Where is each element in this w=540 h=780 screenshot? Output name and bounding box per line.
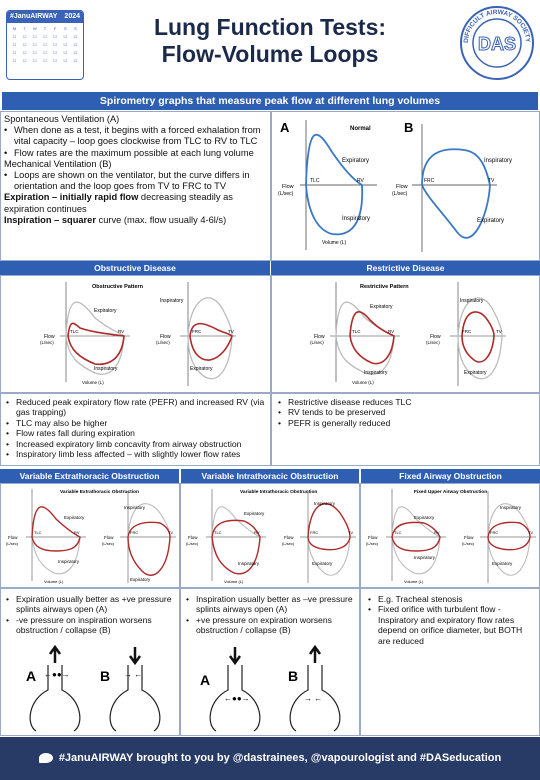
- svg-text:Flow: Flow: [284, 535, 294, 540]
- svg-text:Volume (L): Volume (L): [322, 240, 347, 246]
- page-title: Lung Function Tests: Flow-Volume Loops: [153, 14, 387, 67]
- svg-text:Flow: Flow: [8, 535, 18, 540]
- restrictive-points: • Restrictive disease reduces TLC • RV tends to be preserved • PEFR is generally reduced: [278, 397, 536, 428]
- svg-text:Inspiratory: Inspiratory: [94, 366, 118, 372]
- svg-text:Expiratory: Expiratory: [370, 304, 393, 310]
- svg-text:Inspiratory: Inspiratory: [342, 216, 371, 222]
- svg-text:(L/sec): (L/sec): [278, 191, 294, 197]
- svg-text:B: B: [100, 668, 111, 684]
- svg-text:DIFFICULT AIRWAY SOCIETY: DIFFICULT AIRWAY SOCIETY: [462, 8, 532, 44]
- svg-text:Flow: Flow: [104, 535, 114, 540]
- svg-text:Inspiratory: Inspiratory: [314, 501, 336, 506]
- svg-text:A: A: [26, 668, 37, 684]
- vet-header: Variable Extrathoracic Obstruction: [0, 469, 179, 483]
- svg-text:(L/sec): (L/sec): [366, 541, 379, 546]
- calendar-title: #JanuAIRWAY: [10, 13, 58, 20]
- svg-text:Expiratory: Expiratory: [342, 158, 370, 164]
- svg-text:(L/sec): (L/sec): [6, 541, 19, 546]
- intro-text: Spontaneous Ventilation (A) • When done as a test, it begins with a forced exhalation from vital capacity – loop goes clockwise from TLC to RV to TLC • Flow rates are the maximum possible at each lung volume Mechanical Ventilation (B) • Loops are shown on the ventilator, but the curve differs in orientation and the loop goes from TV to FRC to TV Expiration – initially rapid flow decreasing steadily as expiration continues Inspiration – squarer curve (max. flow usually 4-6l/s): [4, 114, 270, 226]
- svg-text:Flow: Flow: [282, 184, 294, 190]
- svg-text:Restrictive Pattern: Restrictive Pattern: [360, 284, 409, 290]
- svg-text:FRC: FRC: [192, 329, 202, 334]
- svg-text:←●●→: ←●●→: [224, 694, 250, 703]
- svg-text:Inspiratory: Inspiratory: [364, 370, 388, 376]
- svg-text:Flow: Flow: [464, 535, 474, 540]
- svg-text:Volume (L): Volume (L): [352, 380, 374, 385]
- vet-graph: [4, 485, 178, 587]
- svg-text:A: A: [200, 672, 211, 688]
- svg-text:→ ←: → ←: [124, 670, 143, 679]
- vit-graph: [184, 485, 358, 587]
- svg-text:(L/sec): (L/sec): [40, 340, 54, 345]
- vit-points: • Inspiration usually better as –ve pressure splints airways open (A) • +ve pressure on expiration worsens obstruction / collapse (B): [186, 594, 356, 636]
- svg-text:Expiratory: Expiratory: [130, 577, 151, 582]
- obstructive-graph: [40, 278, 240, 390]
- svg-text:(L/sec): (L/sec): [392, 191, 408, 197]
- svg-text:Variable Intrathoracic Obstruc: Variable Intrathoracic Obstruction: [240, 490, 318, 495]
- vit-airway-diagram: [188, 645, 353, 733]
- fixed-header: Fixed Airway Obstruction: [361, 469, 540, 483]
- svg-text:TLC: TLC: [352, 329, 361, 334]
- svg-text:Inspiratory: Inspiratory: [238, 561, 260, 566]
- svg-text:FRC: FRC: [490, 530, 499, 535]
- obstructive-header: Obstructive Disease: [0, 261, 270, 275]
- svg-text:Expiratory: Expiratory: [94, 308, 117, 314]
- svg-text:TV: TV: [228, 329, 234, 334]
- svg-text:Expiratory: Expiratory: [477, 218, 505, 224]
- svg-text:FRC: FRC: [310, 530, 319, 535]
- svg-text:FRC: FRC: [462, 329, 472, 334]
- svg-text:Flow: Flow: [368, 535, 378, 540]
- svg-text:Flow: Flow: [44, 334, 55, 340]
- svg-text:(L/sec): (L/sec): [102, 541, 115, 546]
- svg-text:FRC: FRC: [130, 530, 139, 535]
- footer-credits: #JanuAIRWAY brought to you by @dastrainees, @vapourologist and #DASeducation: [58, 752, 502, 764]
- svg-text:Volume (L): Volume (L): [44, 579, 64, 584]
- svg-text:Flow: Flow: [314, 334, 325, 340]
- fixed-points: • E.g. Tracheal stenosis • Fixed orifice with turbulent flow - Inspiratory and expiratory flow rates depend on orifice diameter, but BOTH are reduced: [368, 594, 536, 646]
- svg-text:Inspiratory: Inspiratory: [414, 555, 436, 560]
- svg-text:←●●→: ←●●→: [44, 670, 70, 679]
- svg-text:Inspiratory: Inspiratory: [58, 559, 80, 564]
- twitter-icon: [39, 753, 53, 763]
- svg-text:TLC: TLC: [70, 329, 79, 334]
- svg-text:TV: TV: [496, 329, 502, 334]
- main-flow-volume-graph: [272, 112, 538, 260]
- svg-text:Expiratory: Expiratory: [414, 515, 435, 520]
- svg-text:TV: TV: [528, 530, 534, 535]
- svg-text:RV: RV: [388, 329, 395, 334]
- calendar-year: 2024: [64, 13, 80, 20]
- svg-text:(L/sec): (L/sec): [156, 340, 170, 345]
- svg-text:DAS: DAS: [477, 34, 517, 54]
- svg-text:TLC: TLC: [214, 530, 222, 535]
- svg-text:Flow: Flow: [160, 334, 171, 340]
- svg-text:B: B: [404, 120, 414, 135]
- svg-text:Volume (L): Volume (L): [224, 579, 244, 584]
- svg-text:Inspiratory: Inspiratory: [160, 298, 184, 304]
- svg-text:TV: TV: [168, 530, 174, 535]
- calendar-logo: [6, 10, 84, 80]
- svg-text:Obstructive Pattern: Obstructive Pattern: [92, 284, 144, 290]
- svg-text:Inspiratory: Inspiratory: [460, 298, 484, 304]
- svg-text:TLC: TLC: [34, 530, 42, 535]
- svg-text:Expiratory: Expiratory: [492, 561, 513, 566]
- svg-text:(L/sec): (L/sec): [186, 541, 199, 546]
- svg-text:Normal: Normal: [350, 126, 371, 132]
- restrictive-header: Restrictive Disease: [271, 261, 540, 275]
- svg-text:Inspiratory: Inspiratory: [484, 158, 513, 164]
- svg-text:RV: RV: [74, 530, 80, 535]
- svg-text:FRC: FRC: [424, 178, 435, 184]
- svg-text:(L/sec): (L/sec): [462, 541, 475, 546]
- vit-header: Variable Intrathoracic Obstruction: [181, 469, 359, 483]
- svg-text:Flow: Flow: [430, 334, 441, 340]
- svg-text:Expiratory: Expiratory: [464, 370, 487, 376]
- svg-text:RV: RV: [357, 178, 364, 184]
- svg-text:(L/sec): (L/sec): [310, 340, 324, 345]
- svg-text:Expiratory: Expiratory: [312, 561, 333, 566]
- svg-text:RV: RV: [254, 530, 260, 535]
- svg-text:Flow: Flow: [188, 535, 198, 540]
- svg-text:TLC: TLC: [394, 530, 402, 535]
- svg-text:Volume (L): Volume (L): [404, 579, 424, 584]
- das-logo: [458, 4, 536, 82]
- fixed-graph: [364, 485, 538, 587]
- svg-text:RV: RV: [434, 530, 440, 535]
- header: [0, 0, 540, 86]
- svg-text:Variable Extrathoracic Obstruc: Variable Extrathoracic Obstruction: [60, 490, 139, 495]
- svg-text:A: A: [280, 120, 290, 135]
- restrictive-graph: [310, 278, 510, 390]
- svg-text:Expiratory: Expiratory: [190, 366, 213, 372]
- svg-text:Expiratory: Expiratory: [64, 515, 85, 520]
- banner: Spirometry graphs that measure peak flow at different lung volumes: [2, 92, 538, 110]
- svg-text:B: B: [288, 668, 299, 684]
- svg-text:→ ←: → ←: [304, 694, 323, 703]
- svg-text:Inspiratory: Inspiratory: [500, 505, 522, 510]
- obstructive-points: • Reduced peak expiratory flow rate (PEFR) and increased RV (via gas trapping) • TLC may also be higher • Flow rates fall during expiration • Increased expiratory limb concavity from airway obstruction • Inspiratory limb less affected – with slightly lower flow rates: [6, 397, 268, 459]
- svg-text:Flow: Flow: [396, 184, 408, 190]
- footer: [0, 737, 540, 780]
- vet-points: • Expiration usually better as +ve pressure splints airways open (A) • -ve pressure on inspiration worsens obstruction / collapse (B): [6, 594, 176, 636]
- svg-text:(L/sec): (L/sec): [282, 541, 295, 546]
- svg-text:TV: TV: [488, 178, 495, 184]
- svg-text:(L/sec): (L/sec): [426, 340, 440, 345]
- svg-text:Volume (L): Volume (L): [82, 380, 104, 385]
- svg-text:RV: RV: [118, 329, 125, 334]
- vet-airway-diagram: [8, 645, 173, 733]
- svg-text:Fixed Upper Airway Obstruction: Fixed Upper Airway Obstruction: [414, 490, 488, 495]
- svg-text:TLC: TLC: [310, 178, 320, 184]
- svg-text:TV: TV: [348, 530, 354, 535]
- svg-text:Expiratory: Expiratory: [244, 511, 265, 516]
- svg-text:Inspiratory: Inspiratory: [124, 505, 146, 510]
- calendar-grid: M T W T F S S ☐ ☐ ☐ ☐ ☐ ☐ ☐ ☐ ☐ ☐ ☐ ☐ ☐ ☐ ☐ ☐ ☐ ☐ ☐ ☐ ☐ ☐ ☐ ☐ ☐ ☐ ☐ ☐: [12, 26, 78, 63]
